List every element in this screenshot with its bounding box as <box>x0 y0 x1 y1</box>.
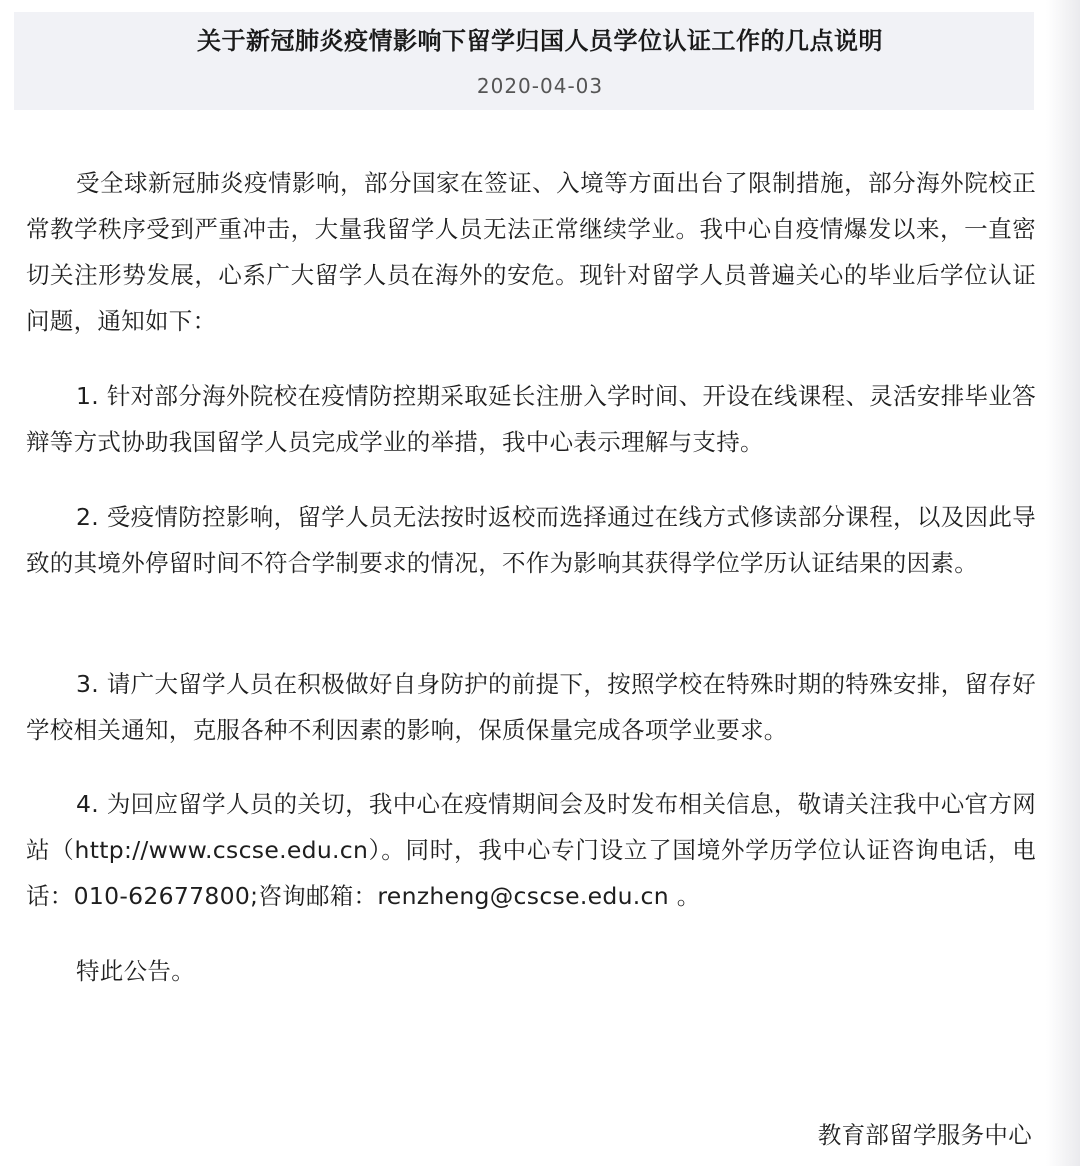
notice-item-4: 4. 为回应留学人员的关切，我中心在疫情期间会及时发布相关信息，敬请关注我中心官方网站（http://www.cscse.edu.cn）。同时，我中心专门设立了国境外学历学位认证咨询电话，电话：010-62677800;咨询邮箱：renzheng@cscse.edu.cn 。 <box>26 790 1036 910</box>
publish-date: 2020-04-03 <box>476 74 604 98</box>
document-title: 关于新冠肺炎疫情影响下留学归国人员学位认证工作的几点说明 <box>197 27 883 55</box>
closing-paragraph: 特此公告。 <box>76 957 195 985</box>
notice-item-2: 2. 受疫情防控影响，留学人员无法按时返校而选择通过在线方式修读部分课程，以及因此导致的其境外停留时间不符合学制要求的情况，不作为影响其获得学位学历认证结果的因素。 <box>26 503 1036 577</box>
issuer-signature: 教育部留学服务中心 <box>817 1121 1032 1149</box>
notice-item-3: 3. 请广大留学人员在积极做好自身防护的前提下，按照学校在特殊时期的特殊安排，留存好学校相关通知，克服各种不利因素的影响，保质保量完成各项学业要求。 <box>26 670 1036 744</box>
right-edge-shadow <box>1046 0 1080 1166</box>
intro-paragraph: 受全球新冠肺炎疫情影响，部分国家在签证、入境等方面出台了限制措施，部分海外院校正常教学秩序受到严重冲击，大量我留学人员无法正常继续学业。我中心自疫情爆发以来，一直密切关注形势发展，心系广大留学人员在海外的安危。现针对留学人员普遍关心的毕业后学位认证问题，通知如下： <box>26 169 1036 335</box>
notice-item-1: 1. 针对部分海外院校在疫情防控期采取延长注册入学时间、开设在线课程、灵活安排毕业答辩等方式协助我国留学人员完成学业的举措，我中心表示理解与支持。 <box>26 382 1036 456</box>
